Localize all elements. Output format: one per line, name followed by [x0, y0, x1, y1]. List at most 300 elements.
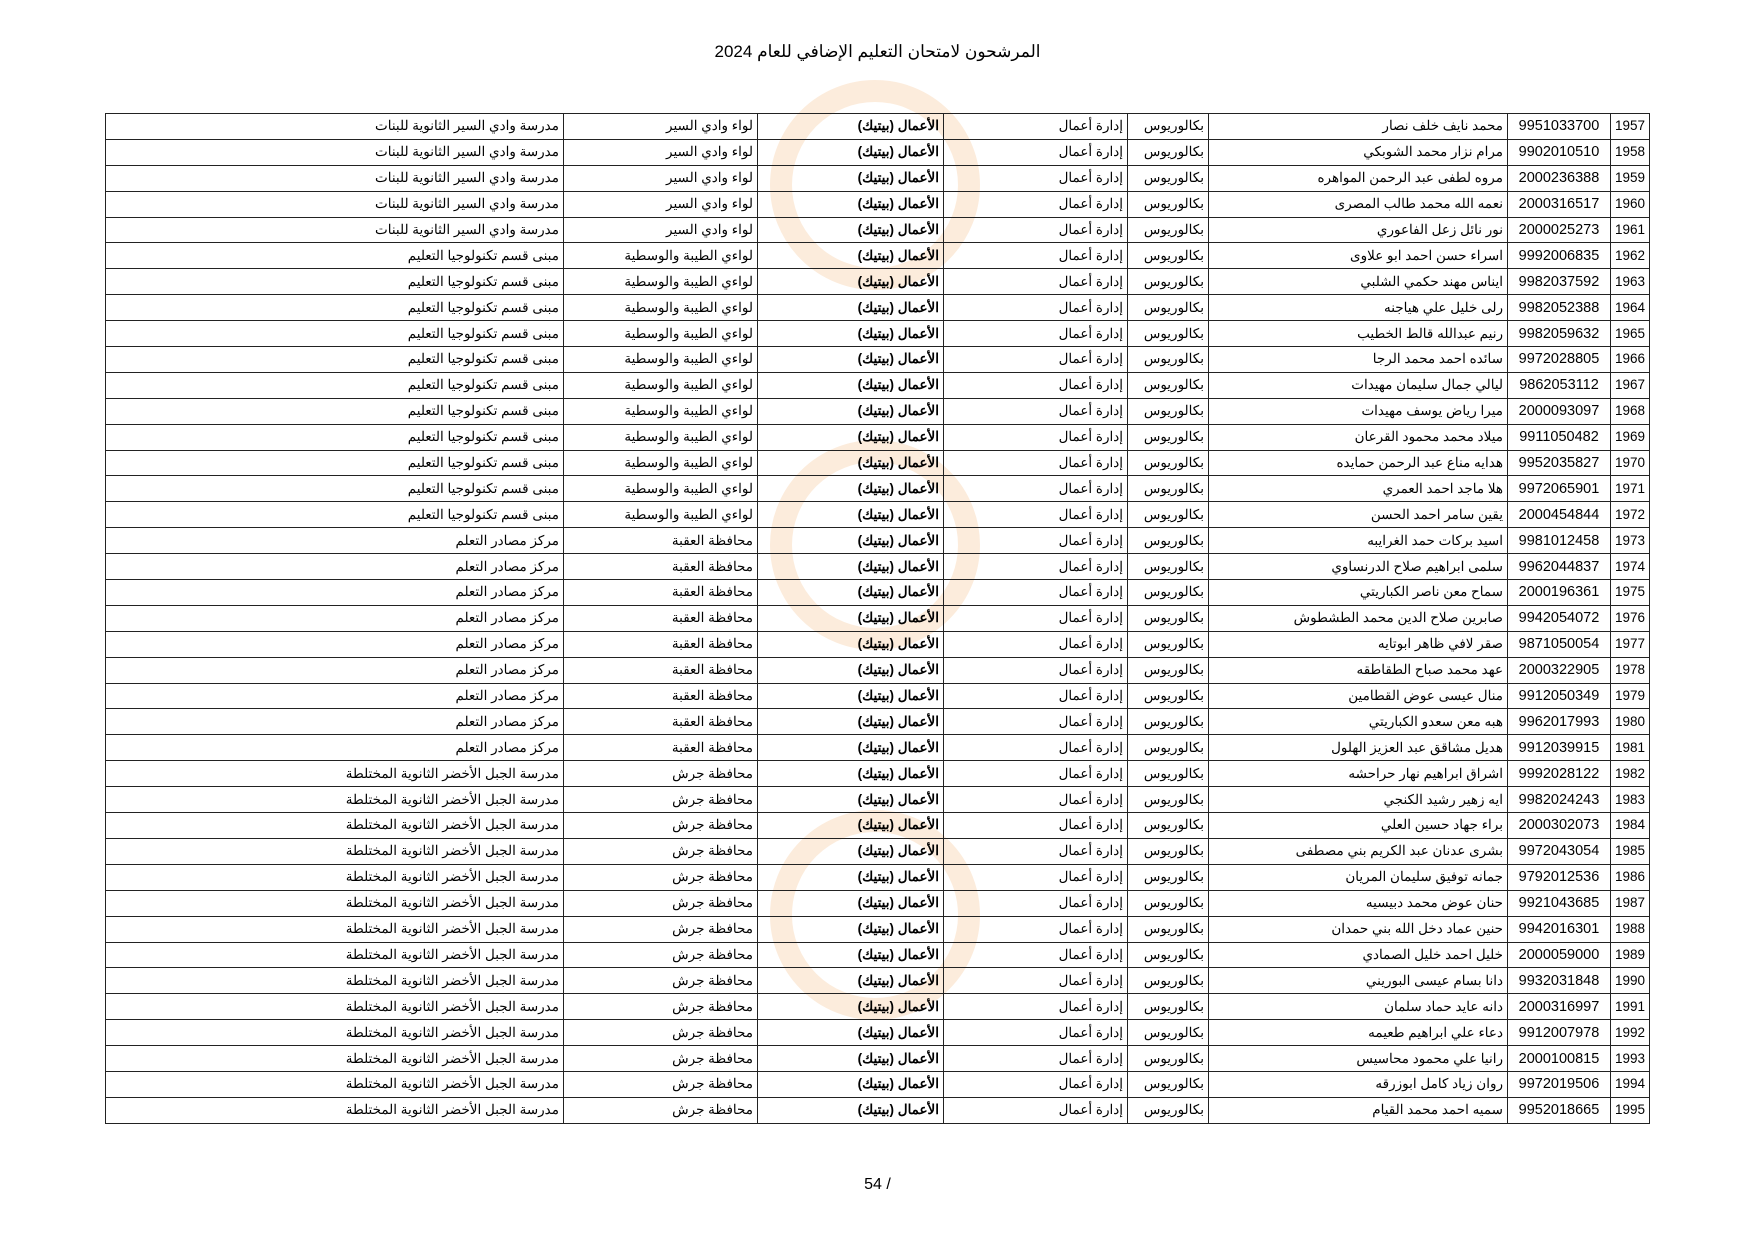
branch-cell: الأعمال (بيتيك) — [758, 1020, 944, 1046]
district-cell: لواءي الطيبة والوسطية — [564, 476, 758, 502]
table-row — [106, 813, 1650, 839]
district-cell: محافظة جرش — [564, 864, 758, 890]
degree-cell: بكالوريوس — [1128, 295, 1209, 321]
national-id-cell: 9952035827 — [1508, 450, 1611, 476]
national-id-cell: 2000454844 — [1508, 502, 1611, 528]
national-id-cell: 9972019506 — [1508, 1071, 1611, 1097]
degree-cell: بكالوريوس — [1128, 424, 1209, 450]
district-cell: محافظة العقبة — [564, 528, 758, 554]
table-row — [106, 916, 1650, 942]
school-cell: مبنى قسم تكنولوجيا التعليم — [106, 398, 564, 424]
district-cell: محافظة جرش — [564, 1071, 758, 1097]
national-id-cell: 2000322905 — [1508, 657, 1611, 683]
sequence-cell: 1964 — [1611, 295, 1650, 321]
branch-cell: الأعمال (بيتيك) — [758, 787, 944, 813]
sequence-cell: 1976 — [1611, 605, 1650, 631]
sequence-cell: 1984 — [1611, 813, 1650, 839]
school-cell: مبنى قسم تكنولوجيا التعليم — [106, 295, 564, 321]
branch-cell: الأعمال (بيتيك) — [758, 1097, 944, 1123]
school-cell: مبنى قسم تكنولوجيا التعليم — [106, 347, 564, 373]
page-number: 54 / — [864, 1176, 891, 1193]
school-cell: مبنى قسم تكنولوجيا التعليم — [106, 372, 564, 398]
school-cell: مدرسة الجبل الأخضر الثانوية المختلطة — [106, 1071, 564, 1097]
school-cell: مركز مصادر التعلم — [106, 528, 564, 554]
district-cell: لواء وادي السير — [564, 191, 758, 217]
district-cell: محافظة جرش — [564, 916, 758, 942]
table-row — [106, 1071, 1650, 1097]
major-cell: إدارة أعمال — [944, 813, 1128, 839]
name-cell: رنيم عبدالله قالط الخطيب — [1209, 321, 1508, 347]
branch-cell: الأعمال (بيتيك) — [758, 813, 944, 839]
table-row — [106, 398, 1650, 424]
branch-cell: الأعمال (بيتيك) — [758, 139, 944, 165]
school-cell: مبنى قسم تكنولوجيا التعليم — [106, 450, 564, 476]
major-cell: إدارة أعمال — [944, 295, 1128, 321]
major-cell: إدارة أعمال — [944, 683, 1128, 709]
district-cell: لواءي الطيبة والوسطية — [564, 398, 758, 424]
degree-cell: بكالوريوس — [1128, 114, 1209, 140]
school-cell: مدرسة الجبل الأخضر الثانوية المختلطة — [106, 1020, 564, 1046]
school-cell: مدرسة الجبل الأخضر الثانوية المختلطة — [106, 942, 564, 968]
sequence-cell: 1988 — [1611, 916, 1650, 942]
sequence-cell: 1986 — [1611, 864, 1650, 890]
major-cell: إدارة أعمال — [944, 528, 1128, 554]
district-cell: محافظة العقبة — [564, 735, 758, 761]
degree-cell: بكالوريوس — [1128, 191, 1209, 217]
major-cell: إدارة أعمال — [944, 114, 1128, 140]
name-cell: سلمى ابراهيم صلاح الدرنساوي — [1209, 554, 1508, 580]
degree-cell: بكالوريوس — [1128, 631, 1209, 657]
district-cell: محافظة جرش — [564, 890, 758, 916]
table-row — [106, 554, 1650, 580]
major-cell: إدارة أعمال — [944, 321, 1128, 347]
degree-cell: بكالوريوس — [1128, 683, 1209, 709]
school-cell: مدرسة وادي السير الثانوية للبنات — [106, 217, 564, 243]
school-cell: مبنى قسم تكنولوجيا التعليم — [106, 269, 564, 295]
major-cell: إدارة أعمال — [944, 761, 1128, 787]
branch-cell: الأعمال (بيتيك) — [758, 191, 944, 217]
name-cell: صقر لافي ظاهر ابوتايه — [1209, 631, 1508, 657]
district-cell: محافظة العقبة — [564, 580, 758, 606]
national-id-cell: 9951033700 — [1508, 114, 1611, 140]
degree-cell: بكالوريوس — [1128, 1071, 1209, 1097]
school-cell: مدرسة وادي السير الثانوية للبنات — [106, 165, 564, 191]
district-cell: لواء وادي السير — [564, 114, 758, 140]
sequence-cell: 1993 — [1611, 1046, 1650, 1072]
table-row — [106, 942, 1650, 968]
sequence-cell: 1973 — [1611, 528, 1650, 554]
school-cell: مدرسة الجبل الأخضر الثانوية المختلطة — [106, 761, 564, 787]
sequence-cell: 1983 — [1611, 787, 1650, 813]
major-cell: إدارة أعمال — [944, 450, 1128, 476]
sequence-cell: 1992 — [1611, 1020, 1650, 1046]
name-cell: ايناس مهند حكمي الشلبي — [1209, 269, 1508, 295]
name-cell: دعاء علي ابراهيم طعيمه — [1209, 1020, 1508, 1046]
school-cell: مركز مصادر التعلم — [106, 605, 564, 631]
district-cell: لواء وادي السير — [564, 139, 758, 165]
table-row — [106, 114, 1650, 140]
name-cell: محمد نايف خلف نصار — [1209, 114, 1508, 140]
district-cell: محافظة جرش — [564, 942, 758, 968]
district-cell: محافظة جرش — [564, 761, 758, 787]
national-id-cell: 9932031848 — [1508, 968, 1611, 994]
national-id-cell: 9972028805 — [1508, 347, 1611, 373]
sequence-cell: 1966 — [1611, 347, 1650, 373]
degree-cell: بكالوريوس — [1128, 916, 1209, 942]
national-id-cell: 9912007978 — [1508, 1020, 1611, 1046]
district-cell: محافظة جرش — [564, 813, 758, 839]
branch-cell: الأعمال (بيتيك) — [758, 398, 944, 424]
name-cell: ميرا رياض يوسف مهيدات — [1209, 398, 1508, 424]
name-cell: دانا بسام عيسى البوريني — [1209, 968, 1508, 994]
table-row — [106, 424, 1650, 450]
name-cell: روان زياد كامل ابوزرقه — [1209, 1071, 1508, 1097]
name-cell: هلا ماجد احمد العمري — [1209, 476, 1508, 502]
table-row — [106, 528, 1650, 554]
school-cell: مبنى قسم تكنولوجيا التعليم — [106, 321, 564, 347]
school-cell: مبنى قسم تكنولوجيا التعليم — [106, 243, 564, 269]
major-cell: إدارة أعمال — [944, 709, 1128, 735]
branch-cell: الأعمال (بيتيك) — [758, 864, 944, 890]
name-cell: بشرى عدنان عبد الكريم بني مصطفى — [1209, 838, 1508, 864]
name-cell: ميلاد محمد محمود القرعان — [1209, 424, 1508, 450]
national-id-cell: 2000093097 — [1508, 398, 1611, 424]
national-id-cell: 9911050482 — [1508, 424, 1611, 450]
major-cell: إدارة أعمال — [944, 968, 1128, 994]
name-cell: اسيد بركات حمد الغرايبه — [1209, 528, 1508, 554]
major-cell: إدارة أعمال — [944, 347, 1128, 373]
table-row — [106, 165, 1650, 191]
branch-cell: الأعمال (بيتيك) — [758, 295, 944, 321]
national-id-cell: 2000316997 — [1508, 994, 1611, 1020]
national-id-cell: 9962017993 — [1508, 709, 1611, 735]
district-cell: لواءي الطيبة والوسطية — [564, 372, 758, 398]
school-cell: مدرسة الجبل الأخضر الثانوية المختلطة — [106, 968, 564, 994]
school-cell: مركز مصادر التعلم — [106, 631, 564, 657]
degree-cell: بكالوريوس — [1128, 528, 1209, 554]
national-id-cell: 9912050349 — [1508, 683, 1611, 709]
sequence-cell: 1969 — [1611, 424, 1650, 450]
table-row — [106, 890, 1650, 916]
degree-cell: بكالوريوس — [1128, 321, 1209, 347]
degree-cell: بكالوريوس — [1128, 838, 1209, 864]
table-row — [106, 838, 1650, 864]
district-cell: محافظة جرش — [564, 994, 758, 1020]
sequence-cell: 1987 — [1611, 890, 1650, 916]
national-id-cell: 9871050054 — [1508, 631, 1611, 657]
name-cell: رلى خليل علي هياجنه — [1209, 295, 1508, 321]
name-cell: براء جهاد حسين العلي — [1209, 813, 1508, 839]
degree-cell: بكالوريوس — [1128, 243, 1209, 269]
branch-cell: الأعمال (بيتيك) — [758, 217, 944, 243]
sequence-cell: 1962 — [1611, 243, 1650, 269]
branch-cell: الأعمال (بيتيك) — [758, 114, 944, 140]
branch-cell: الأعمال (بيتيك) — [758, 243, 944, 269]
degree-cell: بكالوريوس — [1128, 994, 1209, 1020]
degree-cell: بكالوريوس — [1128, 217, 1209, 243]
major-cell: إدارة أعمال — [944, 631, 1128, 657]
sequence-cell: 1960 — [1611, 191, 1650, 217]
sequence-cell: 1995 — [1611, 1097, 1650, 1123]
school-cell: مدرسة الجبل الأخضر الثانوية المختلطة — [106, 787, 564, 813]
sequence-cell: 1977 — [1611, 631, 1650, 657]
table-row — [106, 347, 1650, 373]
name-cell: يقين سامر احمد الحسن — [1209, 502, 1508, 528]
major-cell: إدارة أعمال — [944, 1071, 1128, 1097]
national-id-cell: 9972065901 — [1508, 476, 1611, 502]
national-id-cell: 2000059000 — [1508, 942, 1611, 968]
name-cell: حنين عماد دخل الله بني حمدان — [1209, 916, 1508, 942]
branch-cell: الأعمال (بيتيك) — [758, 890, 944, 916]
national-id-cell: 9982052388 — [1508, 295, 1611, 321]
branch-cell: الأعمال (بيتيك) — [758, 942, 944, 968]
sequence-cell: 1974 — [1611, 554, 1650, 580]
branch-cell: الأعمال (بيتيك) — [758, 916, 944, 942]
national-id-cell: 9942016301 — [1508, 916, 1611, 942]
major-cell: إدارة أعمال — [944, 217, 1128, 243]
name-cell: سميه احمد محمد القيام — [1209, 1097, 1508, 1123]
branch-cell: الأعمال (بيتيك) — [758, 528, 944, 554]
degree-cell: بكالوريوس — [1128, 942, 1209, 968]
branch-cell: الأعمال (بيتيك) — [758, 968, 944, 994]
name-cell: اشراق ابراهيم نهار حراحشه — [1209, 761, 1508, 787]
sequence-cell: 1965 — [1611, 321, 1650, 347]
national-id-cell: 9992028122 — [1508, 761, 1611, 787]
name-cell: هبه معن سعدو الكباريتي — [1209, 709, 1508, 735]
major-cell: إدارة أعمال — [944, 269, 1128, 295]
name-cell: حنان عوض محمد دبيسيه — [1209, 890, 1508, 916]
major-cell: إدارة أعمال — [944, 424, 1128, 450]
branch-cell: الأعمال (بيتيك) — [758, 709, 944, 735]
table-row — [106, 321, 1650, 347]
sequence-cell: 1990 — [1611, 968, 1650, 994]
school-cell: مركز مصادر التعلم — [106, 580, 564, 606]
name-cell: مروه لطفى عبد الرحمن المواهره — [1209, 165, 1508, 191]
national-id-cell: 9962044837 — [1508, 554, 1611, 580]
table-row — [106, 191, 1650, 217]
name-cell: نعمه الله محمد طالب المصرى — [1209, 191, 1508, 217]
district-cell: لواءي الطيبة والوسطية — [564, 424, 758, 450]
name-cell: ليالي جمال سليمان مهيدات — [1209, 372, 1508, 398]
table-row — [106, 968, 1650, 994]
table-row — [106, 787, 1650, 813]
name-cell: اسراء حسن احمد ابو علاوى — [1209, 243, 1508, 269]
school-cell: مدرسة وادي السير الثانوية للبنات — [106, 191, 564, 217]
school-cell: مدرسة وادي السير الثانوية للبنات — [106, 139, 564, 165]
branch-cell: الأعمال (بيتيك) — [758, 580, 944, 606]
major-cell: إدارة أعمال — [944, 942, 1128, 968]
national-id-cell: 9982037592 — [1508, 269, 1611, 295]
major-cell: إدارة أعمال — [944, 916, 1128, 942]
degree-cell: بكالوريوس — [1128, 554, 1209, 580]
degree-cell: بكالوريوس — [1128, 269, 1209, 295]
sequence-cell: 1981 — [1611, 735, 1650, 761]
national-id-cell: 9912039915 — [1508, 735, 1611, 761]
school-cell: مدرسة الجبل الأخضر الثانوية المختلطة — [106, 890, 564, 916]
degree-cell: بكالوريوس — [1128, 372, 1209, 398]
district-cell: محافظة جرش — [564, 1097, 758, 1123]
major-cell: إدارة أعمال — [944, 243, 1128, 269]
degree-cell: بكالوريوس — [1128, 1046, 1209, 1072]
district-cell: محافظة العقبة — [564, 631, 758, 657]
degree-cell: بكالوريوس — [1128, 165, 1209, 191]
national-id-cell: 9902010510 — [1508, 139, 1611, 165]
table-row — [106, 631, 1650, 657]
district-cell: محافظة جرش — [564, 968, 758, 994]
national-id-cell: 9952018665 — [1508, 1097, 1611, 1123]
degree-cell: بكالوريوس — [1128, 450, 1209, 476]
school-cell: مدرسة الجبل الأخضر الثانوية المختلطة — [106, 994, 564, 1020]
national-id-cell: 9982059632 — [1508, 321, 1611, 347]
national-id-cell: 2000302073 — [1508, 813, 1611, 839]
major-cell: إدارة أعمال — [944, 994, 1128, 1020]
degree-cell: بكالوريوس — [1128, 787, 1209, 813]
district-cell: محافظة العقبة — [564, 605, 758, 631]
name-cell: ايه زهير رشيد الكنجي — [1209, 787, 1508, 813]
degree-cell: بكالوريوس — [1128, 502, 1209, 528]
sequence-cell: 1961 — [1611, 217, 1650, 243]
name-cell: منال عيسى عوض القطامين — [1209, 683, 1508, 709]
major-cell: إدارة أعمال — [944, 580, 1128, 606]
sequence-cell: 1963 — [1611, 269, 1650, 295]
name-cell: سائده احمد محمد الرجا — [1209, 347, 1508, 373]
table-row — [106, 476, 1650, 502]
district-cell: محافظة جرش — [564, 787, 758, 813]
table-row — [106, 243, 1650, 269]
name-cell: صابرين صلاح الدين محمد الطشطوش — [1209, 605, 1508, 631]
national-id-cell: 9982024243 — [1508, 787, 1611, 813]
sequence-cell: 1957 — [1611, 114, 1650, 140]
major-cell: إدارة أعمال — [944, 657, 1128, 683]
major-cell: إدارة أعمال — [944, 890, 1128, 916]
major-cell: إدارة أعمال — [944, 1097, 1128, 1123]
branch-cell: الأعمال (بيتيك) — [758, 372, 944, 398]
table-row — [106, 735, 1650, 761]
school-cell: مدرسة وادي السير الثانوية للبنات — [106, 114, 564, 140]
school-cell: مدرسة الجبل الأخضر الثانوية المختلطة — [106, 813, 564, 839]
sequence-cell: 1959 — [1611, 165, 1650, 191]
table-row — [106, 605, 1650, 631]
sequence-cell: 1958 — [1611, 139, 1650, 165]
name-cell: عهد محمد صباح الطقاطقه — [1209, 657, 1508, 683]
name-cell: دانه عايد حماد سلمان — [1209, 994, 1508, 1020]
table-row — [106, 761, 1650, 787]
degree-cell: بكالوريوس — [1128, 605, 1209, 631]
district-cell: لواء وادي السير — [564, 165, 758, 191]
table-row — [106, 683, 1650, 709]
school-cell: مركز مصادر التعلم — [106, 657, 564, 683]
district-cell: محافظة العقبة — [564, 657, 758, 683]
branch-cell: الأعمال (بيتيك) — [758, 605, 944, 631]
district-cell: محافظة جرش — [564, 838, 758, 864]
branch-cell: الأعمال (بيتيك) — [758, 424, 944, 450]
major-cell: إدارة أعمال — [944, 165, 1128, 191]
national-id-cell: 2000196361 — [1508, 580, 1611, 606]
degree-cell: بكالوريوس — [1128, 139, 1209, 165]
sequence-cell: 1970 — [1611, 450, 1650, 476]
sequence-cell: 1975 — [1611, 580, 1650, 606]
table-row — [106, 217, 1650, 243]
table-row — [106, 709, 1650, 735]
branch-cell: الأعمال (بيتيك) — [758, 735, 944, 761]
sequence-cell: 1972 — [1611, 502, 1650, 528]
major-cell: إدارة أعمال — [944, 372, 1128, 398]
branch-cell: الأعمال (بيتيك) — [758, 761, 944, 787]
school-cell: مركز مصادر التعلم — [106, 683, 564, 709]
table-row — [106, 1020, 1650, 1046]
name-cell: هديل مشاقق عبد العزيز الهلول — [1209, 735, 1508, 761]
national-id-cell: 9792012536 — [1508, 864, 1611, 890]
district-cell: لواءي الطيبة والوسطية — [564, 502, 758, 528]
branch-cell: الأعمال (بيتيك) — [758, 347, 944, 373]
branch-cell: الأعمال (بيتيك) — [758, 450, 944, 476]
branch-cell: الأعمال (بيتيك) — [758, 502, 944, 528]
district-cell: لواءي الطيبة والوسطية — [564, 347, 758, 373]
degree-cell: بكالوريوس — [1128, 864, 1209, 890]
name-cell: نور نائل زعل الفاعوري — [1209, 217, 1508, 243]
table-row — [106, 864, 1650, 890]
district-cell: لواءي الطيبة والوسطية — [564, 450, 758, 476]
national-id-cell: 2000316517 — [1508, 191, 1611, 217]
table-row — [106, 1097, 1650, 1123]
national-id-cell: 2000025273 — [1508, 217, 1611, 243]
national-id-cell: 2000236388 — [1508, 165, 1611, 191]
district-cell: لواء وادي السير — [564, 217, 758, 243]
table-row — [106, 657, 1650, 683]
name-cell: سماح معن ناصر الكباريتي — [1209, 580, 1508, 606]
district-cell: لواءي الطيبة والوسطية — [564, 321, 758, 347]
major-cell: إدارة أعمال — [944, 139, 1128, 165]
degree-cell: بكالوريوس — [1128, 735, 1209, 761]
name-cell: هدايه مناع عبد الرحمن حمايده — [1209, 450, 1508, 476]
major-cell: إدارة أعمال — [944, 787, 1128, 813]
sequence-cell: 1967 — [1611, 372, 1650, 398]
degree-cell: بكالوريوس — [1128, 657, 1209, 683]
national-id-cell: 9921043685 — [1508, 890, 1611, 916]
branch-cell: الأعمال (بيتيك) — [758, 269, 944, 295]
sequence-cell: 1991 — [1611, 994, 1650, 1020]
degree-cell: بكالوريوس — [1128, 476, 1209, 502]
sequence-cell: 1985 — [1611, 838, 1650, 864]
branch-cell: الأعمال (بيتيك) — [758, 1046, 944, 1072]
degree-cell: بكالوريوس — [1128, 347, 1209, 373]
school-cell: مبنى قسم تكنولوجيا التعليم — [106, 424, 564, 450]
school-cell: مدرسة الجبل الأخضر الثانوية المختلطة — [106, 864, 564, 890]
school-cell: مركز مصادر التعلم — [106, 735, 564, 761]
branch-cell: الأعمال (بيتيك) — [758, 554, 944, 580]
major-cell: إدارة أعمال — [944, 838, 1128, 864]
degree-cell: بكالوريوس — [1128, 398, 1209, 424]
school-cell: مبنى قسم تكنولوجيا التعليم — [106, 502, 564, 528]
major-cell: إدارة أعمال — [944, 735, 1128, 761]
branch-cell: الأعمال (بيتيك) — [758, 838, 944, 864]
table-row — [106, 502, 1650, 528]
school-cell: مدرسة الجبل الأخضر الثانوية المختلطة — [106, 838, 564, 864]
major-cell: إدارة أعمال — [944, 502, 1128, 528]
major-cell: إدارة أعمال — [944, 1020, 1128, 1046]
district-cell: محافظة جرش — [564, 1020, 758, 1046]
sequence-cell: 1982 — [1611, 761, 1650, 787]
table-row — [106, 269, 1650, 295]
sequence-cell: 1979 — [1611, 683, 1650, 709]
district-cell: محافظة العقبة — [564, 683, 758, 709]
branch-cell: الأعمال (بيتيك) — [758, 476, 944, 502]
degree-cell: بكالوريوس — [1128, 1097, 1209, 1123]
branch-cell: الأعمال (بيتيك) — [758, 1071, 944, 1097]
table-row — [106, 295, 1650, 321]
branch-cell: الأعمال (بيتيك) — [758, 165, 944, 191]
name-cell: مرام نزار محمد الشوبكي — [1209, 139, 1508, 165]
